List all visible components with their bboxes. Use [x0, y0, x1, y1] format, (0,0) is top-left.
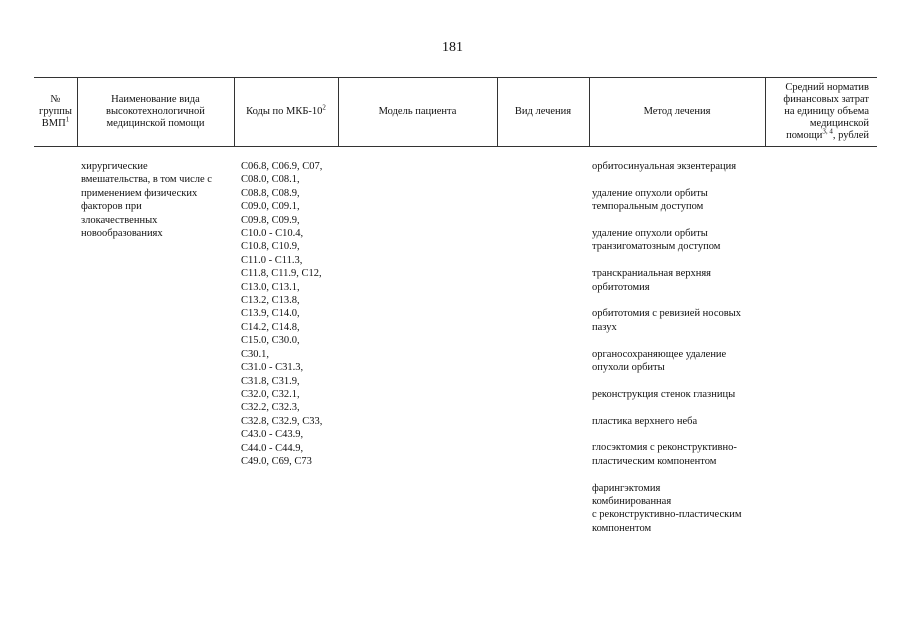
treatment-method-item: органосохраняющее удаление опухоли орбиты: [592, 348, 727, 374]
table-header-bottom-rule: [34, 146, 877, 147]
header-icd-codes: Коды по МКБ-$10^2$: [246, 103, 326, 117]
treatment-method-item: орбитотомия с ревизией носовых пазух: [592, 308, 741, 333]
icd-codes-cell: C06.8, C06.9, C07, C08.0, C08.1, C08.8, C08.9, C09.0, C09.1, C09.8, C09.9, C10.0 - C10.4, C10.8, C10.9, C11.0 - C11.3, C11.8, C11.9, C12, C13.0, C13.1, C13.2, C13.8, C13.9, C14.0, C14.2, C14.8, C15.0, C30.0, C30.1, C31.0 - C31.3, C31.8, C31.9, C32.0, C32.1, C32.2, C32.3, C32.8, C32.9, C33, C43.0 - C43.9, C44.0 - C44.9, C49.0, C69, C73: [241, 161, 323, 467]
treatment-method-item: удаление опухоли орбиты транзигоматозным доступом: [592, 228, 721, 253]
header-care-type-name: Наименование вида высокотехнологичной медицинской помощи: [106, 93, 205, 129]
treatment-methods-cell: [592, 160, 741, 549]
treatment-method-item: реконструкция стенок глазницы: [592, 388, 736, 400]
page-number: 181: [442, 40, 463, 55]
header-treatment-type: Вид лечения: [514, 105, 572, 117]
header-patient-model: Модель пациента: [378, 105, 457, 117]
care-type-name-cell: хирургические вмешательства, в том числе с применением физических факторов при злокачественных новообразованиях: [81, 161, 212, 240]
header-group-number: № группы ВМП$^1$: [39, 93, 72, 129]
treatment-method-item: фарингэктомия комбинированная с реконструктивно-пластическим компонентом: [592, 482, 742, 534]
treatment-method-item: удаление опухоли орбиты темпоральным доступом: [592, 187, 708, 213]
header-treatment-method: Метод лечения: [643, 105, 711, 117]
header-cost-standard: Средний норматив финансовых затрат на единицу объема медицинской помощи$^{3, 4}$, рублей: [783, 81, 869, 141]
treatment-method-item: глосэктомия с реконструктивно- пластическим компонентом: [592, 442, 737, 467]
treatment-method-item: транскраниальная верхняя орбитотомия: [592, 268, 712, 293]
treatment-method-item: орбитосинуальная экзентерация: [592, 161, 737, 172]
treatment-method-item: пластика верхнего неба: [592, 415, 698, 427]
